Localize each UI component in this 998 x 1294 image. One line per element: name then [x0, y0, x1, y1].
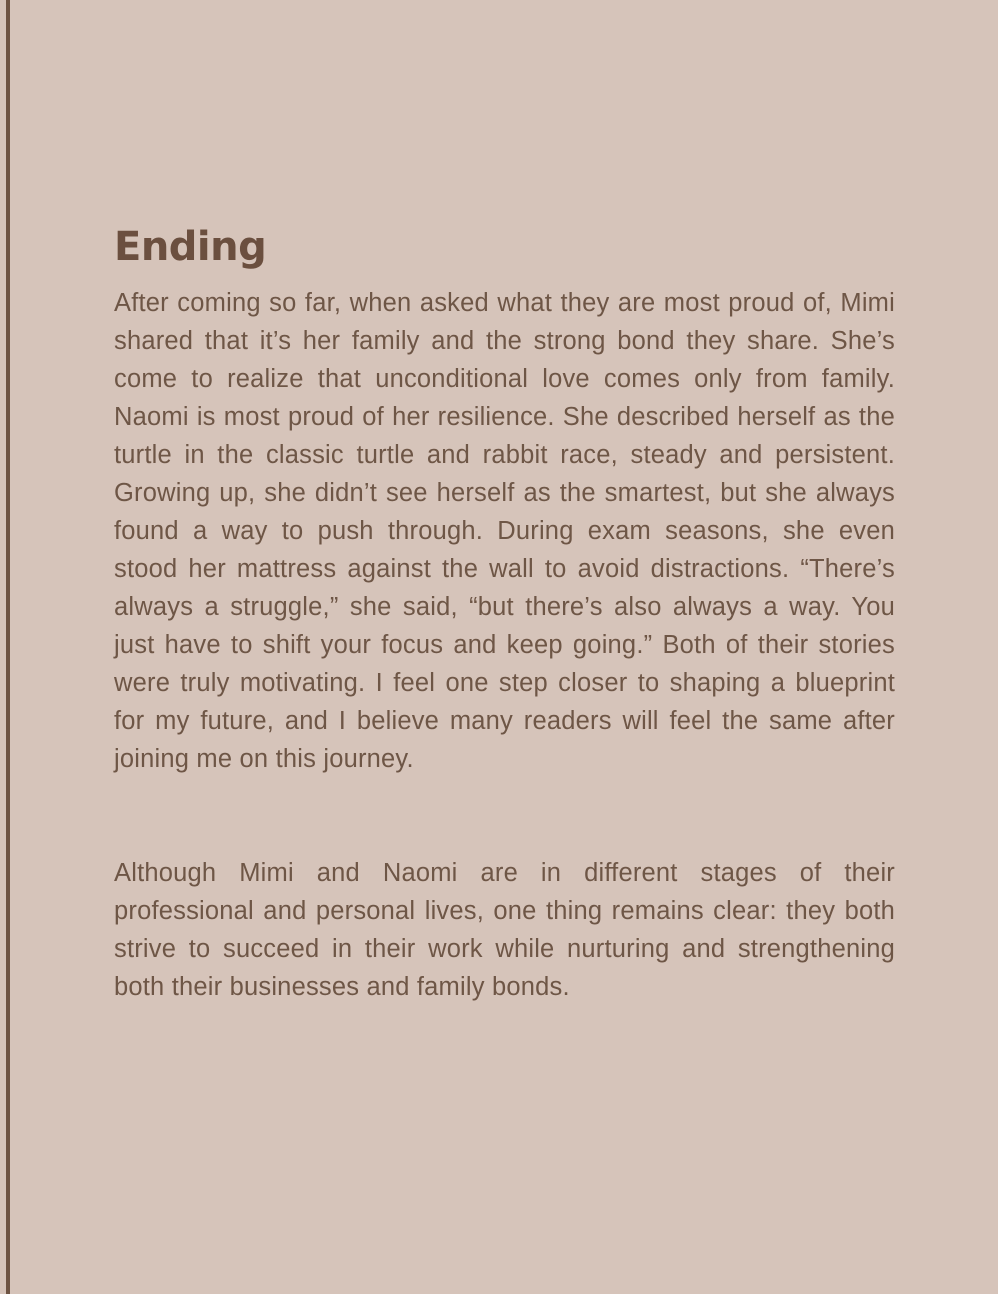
- section-heading: Ending: [114, 224, 267, 270]
- body-paragraph-1: After coming so far, when asked what they are most proud of, Mimi shared that it’s her family and the strong bond they share. She’s come to realize that unconditional love comes only from family. Naomi is most proud of her resilience. She described herself as the turtle in the classic turtle and rabbit race, steady and persistent. Growing up, she didn’t see herself as the smartest, but she always found a way to push through. During exam seasons, she even stood her mattress against the wall to avoid distractions. “There’s always a struggle,” she said, “but there’s also always a way. You just have to shift your focus and keep going.” Both of their stories were truly motivating. I feel one step closer to shaping a blueprint for my future, and I believe many readers will feel the same after joining me on this journey.: [114, 289, 895, 773]
- body-paragraph-2: Although Mimi and Naomi are in different stages of their professional and personal lives, one thing remains clear: they both strive to succeed in their work while nurturing and strengthening both their businesses and family bonds.: [114, 859, 895, 1001]
- article-content: [114, 222, 895, 1006]
- left-border-rule: [6, 0, 10, 1294]
